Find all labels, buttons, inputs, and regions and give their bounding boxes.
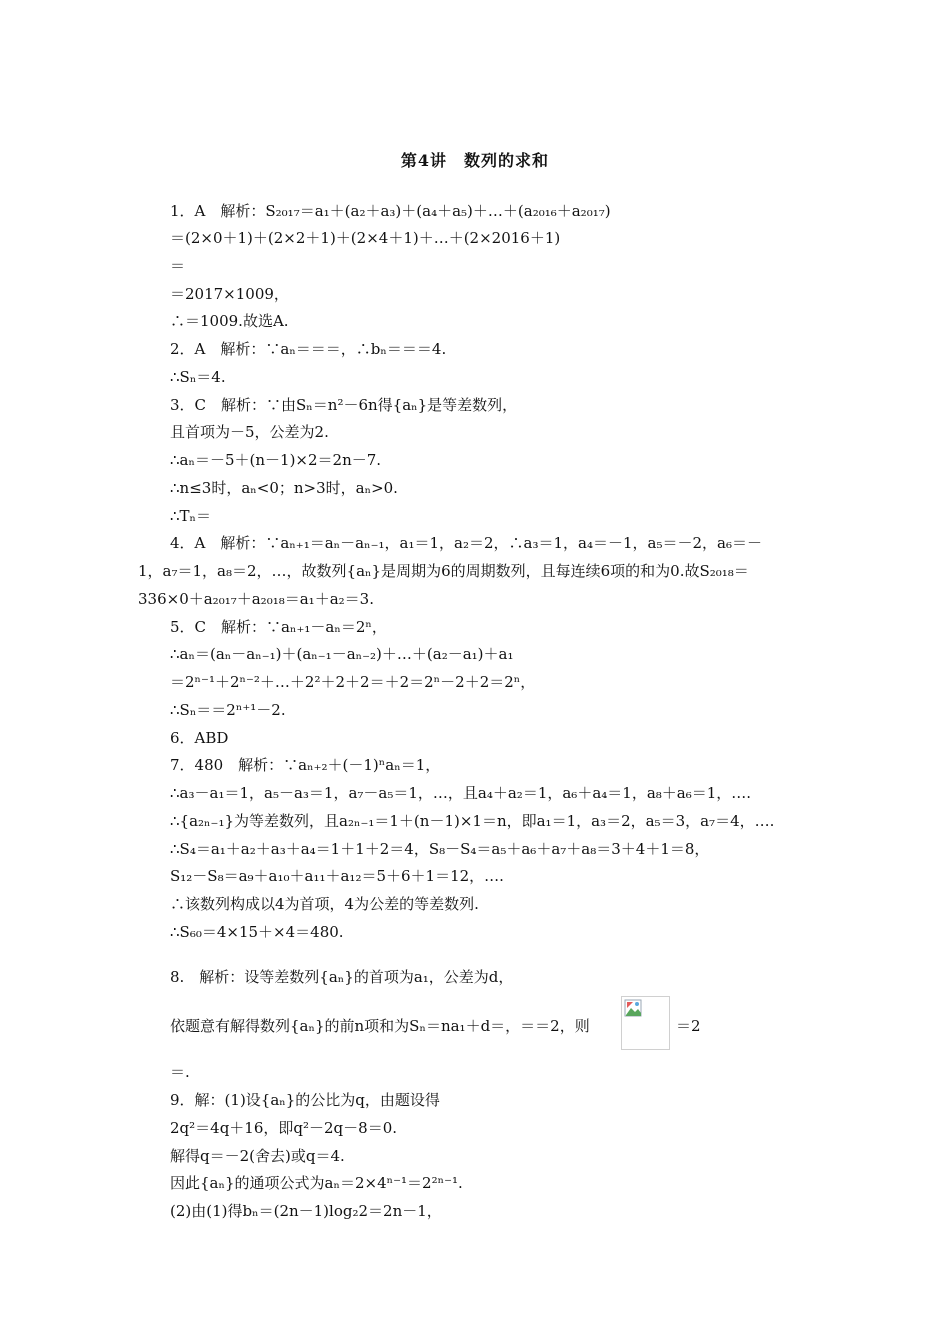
text-line: ∴S₆₀＝4×15＋×4＝480. [170, 923, 344, 941]
broken-image-placeholder [621, 996, 670, 1050]
text-line: ＝ [170, 257, 186, 275]
text-line: ∴该数列构成以4为首项，4为公差的等差数列. [170, 895, 479, 913]
text-line: ∴＝1009.故选A. [170, 312, 289, 330]
text-line: 1，a₇＝1，a₈＝2，…，故数列{aₙ}是周期为6的周期数列，且每连续6项的和为0.故S₂₀₁₈＝ [138, 562, 749, 580]
text-line: 1．A 解析：S₂₀₁₇＝a₁＋(a₂＋a₃)＋(a₄＋a₅)＋…＋(a₂₀₁₆＋a₂₀₁₇) [170, 202, 611, 220]
text-line: ∴a₃－a₁＝1，a₅－a₃＝1，a₇－a₅＝1，…，且a₄＋a₂＝1，a₆＋a₄＝1，a₈＋a₆＝1，…. [170, 784, 752, 802]
text-fragment: ＝2 [676, 1017, 701, 1035]
broken-image-icon [624, 999, 644, 1019]
text-line: ＝(2×0＋1)＋(2×2＋1)＋(2×4＋1)＋…＋(2×2016＋1) [170, 229, 561, 247]
text-line: S₁₂－S₈＝a₉＋a₁₀＋a₁₁＋a₁₂＝5＋6＋1＝12，…. [170, 867, 504, 885]
text-line: 8. 解析：设等差数列{aₙ}的首项为a₁，公差为d， [170, 968, 514, 986]
text-line: 6．ABD [170, 729, 229, 747]
text-line: 3．C 解析：∵由Sₙ＝n²－6n得{aₙ}是等差数列， [170, 396, 518, 414]
text-line: 且首项为－5，公差为2. [170, 423, 329, 441]
text-line: ∴S₄＝a₁＋a₂＋a₃＋a₄＝1＋1＋2＝4，S₈－S₄＝a₅＋a₆＋a₇＋a₈＝3＋4＋1＝8， [170, 840, 710, 858]
text-line: 2q²＝4q＋16，即q²－2q－8＝0. [170, 1119, 398, 1137]
text-line: ∴Sₙ＝＝2ⁿ⁺¹－2. [170, 701, 286, 719]
page-title: 第4讲 数列的求和 [400, 151, 550, 170]
text-line: 5．C 解析：∵aₙ₊₁－aₙ＝2ⁿ， [170, 618, 387, 636]
text-line: 4．A 解析：∵aₙ₊₁＝aₙ－aₙ₋₁，a₁＝1，a₂＝2，∴a₃＝1，a₄＝－1，a₅＝－2，a₆＝－ [170, 534, 762, 552]
text-line: 解得q＝－2(舍去)或q＝4. [170, 1147, 345, 1165]
text-line: 9．解：(1)设{aₙ}的公比为q，由题设得 [170, 1091, 440, 1109]
text-line: 2．A 解析：∵aₙ＝＝＝，∴bₙ＝＝＝4. [170, 340, 447, 358]
text-line: (2)由(1)得bₙ＝(2n－1)log₂2＝2n－1， [170, 1202, 442, 1220]
text-line: 336×0＋a₂₀₁₇＋a₂₀₁₈＝a₁＋a₂＝3. [138, 590, 374, 608]
text-line: ∴aₙ＝(aₙ－aₙ₋₁)＋(aₙ₋₁－aₙ₋₂)＋…＋(a₂－a₁)＋a₁ [170, 645, 514, 663]
text-line: ∴n≤3时，aₙ<0；n>3时，aₙ>0. [170, 479, 398, 497]
text-line: 因此{aₙ}的通项公式为aₙ＝2×4ⁿ⁻¹＝2²ⁿ⁻¹. [170, 1174, 463, 1192]
text-line: ＝2ⁿ⁻¹＋2ⁿ⁻²＋…＋2²＋2＋2＝＋2＝2ⁿ－2＋2＝2ⁿ， [170, 673, 536, 691]
text-line: ∴aₙ＝－5＋(n－1)×2＝2n－7. [170, 451, 382, 469]
text-line: ＝. [170, 1063, 190, 1081]
text-line: ＝2017×1009， [170, 285, 289, 303]
text-line: ∴Tₙ＝ [170, 507, 212, 525]
text-line: ∴Sₙ＝4. [170, 368, 226, 386]
text-line: 7．480 解析：∵aₙ₊₂＋(－1)ⁿaₙ＝1， [170, 756, 441, 774]
text-line: ∴{a₂ₙ₋₁}为等差数列，且a₂ₙ₋₁＝1＋(n－1)×1＝n，即a₁＝1，a₃＝2，a₅＝3，a₇＝4，…. [170, 812, 775, 830]
text-line: 依题意有解得数列{aₙ}的前n项和为Sₙ＝na₁＋d＝，＝＝2，则 [170, 1017, 590, 1035]
